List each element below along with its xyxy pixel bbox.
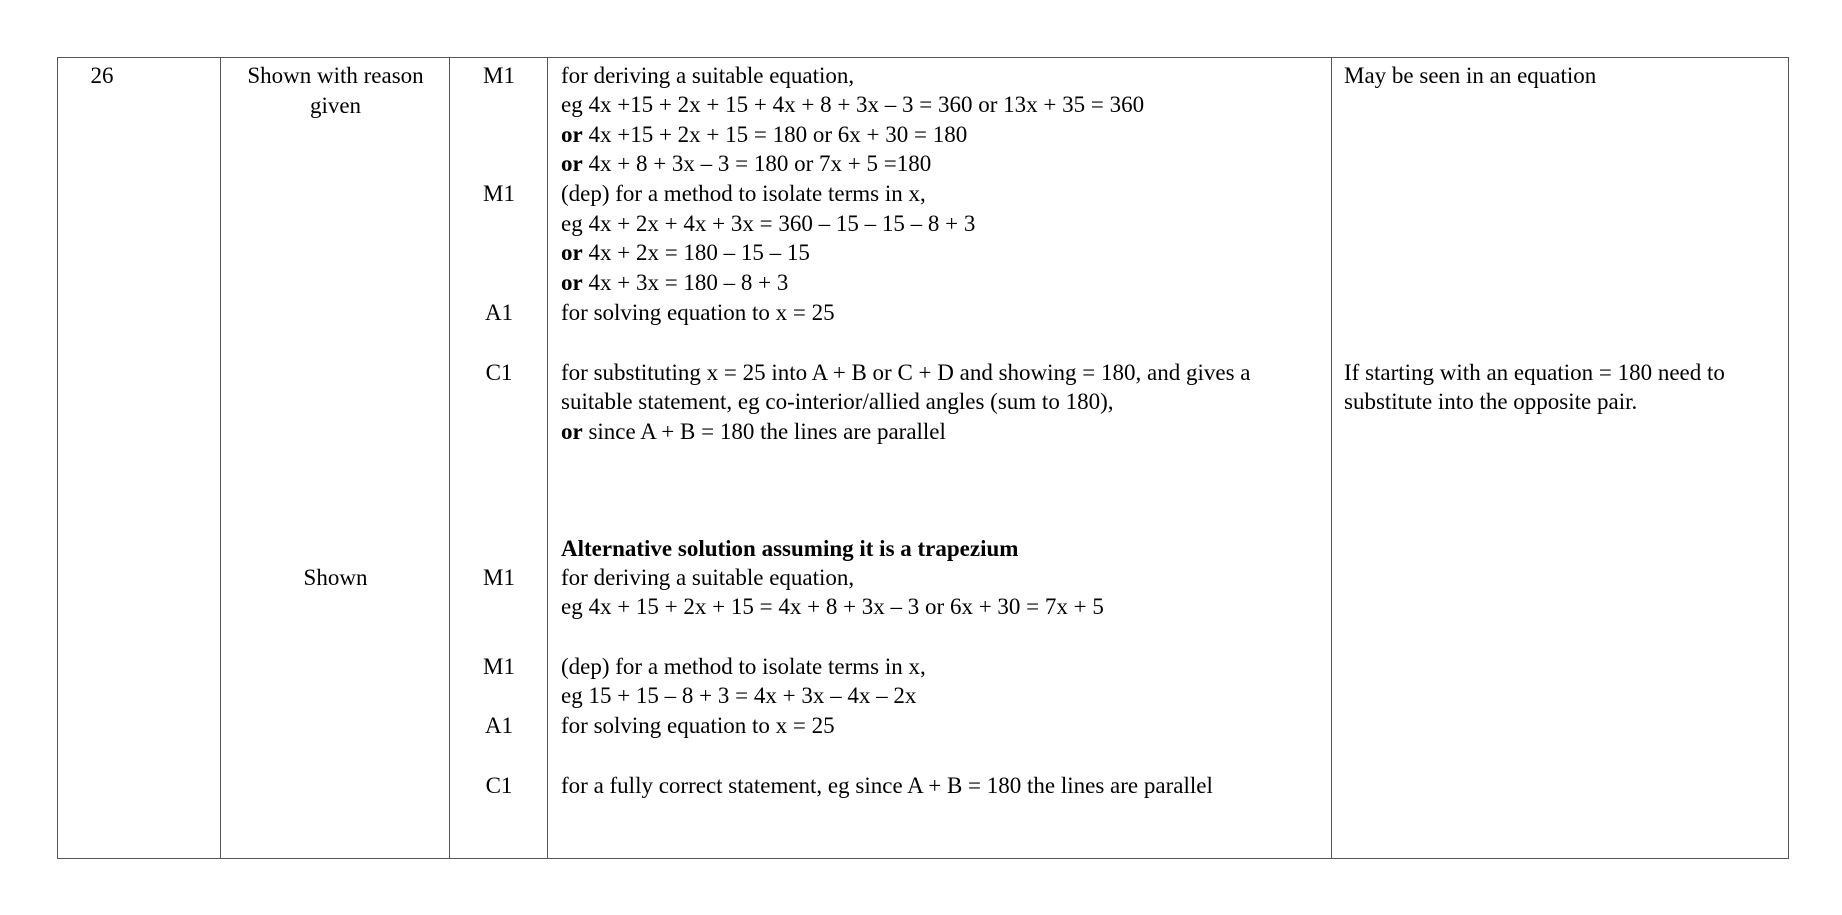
- guidance-c1-a-line3: or since A + B = 180 the lines are parallel: [561, 419, 946, 444]
- note-1: May be seen in an equation: [1344, 63, 1597, 88]
- guidance-c1-b: for a fully correct statement, eg since A + B = 180 the lines are parallel: [561, 773, 1213, 798]
- guidance-m1-a-line3: or 4x +15 + 2x + 15 = 180 or 6x + 30 = 180: [561, 122, 968, 147]
- or-label: or: [561, 270, 583, 295]
- guidance-m1-d-line2: eg 15 + 15 – 8 + 3 = 4x + 3x – 4x – 2x: [561, 683, 917, 708]
- mark-a1-a: A1: [484, 300, 514, 325]
- mark-m1-c: M1: [483, 565, 515, 590]
- guidance-m1-c-line1: for deriving a suitable equation,: [561, 565, 855, 590]
- guidance-m1-d-line1: (dep) for a method to isolate terms in x,: [561, 654, 926, 679]
- question-number: 26: [90, 63, 114, 88]
- note-2-line1: If starting with an equation = 180 need to: [1344, 360, 1725, 385]
- or-label: or: [561, 240, 583, 265]
- mark-a1-b: A1: [484, 713, 514, 738]
- guidance-c1-a-line2: suitable statement, eg co-interior/allied angles (sum to 180),: [561, 389, 1114, 414]
- guidance-m1-a-line1: for deriving a suitable equation,: [561, 63, 855, 88]
- mark-c1-a: C1: [485, 360, 513, 385]
- guidance-c1-a-line1: for substituting x = 25 into A + B or C + D and showing = 180, and gives a: [561, 360, 1251, 385]
- mark-column: [449, 58, 548, 858]
- guidance-m1-c-line2: eg 4x + 15 + 2x + 15 = 4x + 8 + 3x – 3 or 6x + 30 = 7x + 5: [561, 594, 1104, 619]
- mark-m1-d: M1: [483, 654, 515, 679]
- guidance-m1-b-line1: (dep) for a method to isolate terms in x,: [561, 181, 926, 206]
- note-2-line2: substitute into the opposite pair.: [1344, 389, 1638, 414]
- mark-m1-a: M1: [483, 63, 515, 88]
- guidance-a1-a: for solving equation to x = 25: [561, 300, 835, 325]
- mark-m1-b: M1: [483, 181, 515, 206]
- or-label: or: [561, 419, 583, 444]
- guidance-column: [547, 58, 1332, 858]
- answer-alternative: Shown: [303, 565, 368, 590]
- guidance-a1-b: for solving equation to x = 25: [561, 713, 835, 738]
- guidance-m1-a-line2: eg 4x +15 + 2x + 15 + 4x + 8 + 3x – 3 = 360 or 13x + 35 = 360: [561, 92, 1145, 117]
- guidance-m1-b-line3: or 4x + 2x = 180 – 15 – 15: [561, 240, 810, 265]
- guidance-m1-a-line4: or 4x + 8 + 3x – 3 = 180 or 7x + 5 =180: [561, 151, 932, 176]
- mark-scheme-table: [57, 57, 1789, 859]
- answer-main: Shown with reason given: [247, 63, 424, 118]
- guidance-m1-b-line2: eg 4x + 2x + 4x + 3x = 360 – 15 – 15 – 8 + 3: [561, 211, 976, 236]
- answer-column: [220, 58, 450, 858]
- mark-c1-b: C1: [485, 773, 513, 798]
- or-label: or: [561, 122, 583, 147]
- alternative-heading: Alternative solution assuming it is a trapezium: [561, 536, 1019, 561]
- guidance-m1-b-line4: or 4x + 3x = 180 – 8 + 3: [561, 270, 789, 295]
- question-column: [58, 58, 220, 858]
- or-label: or: [561, 151, 583, 176]
- notes-column: [1331, 58, 1791, 858]
